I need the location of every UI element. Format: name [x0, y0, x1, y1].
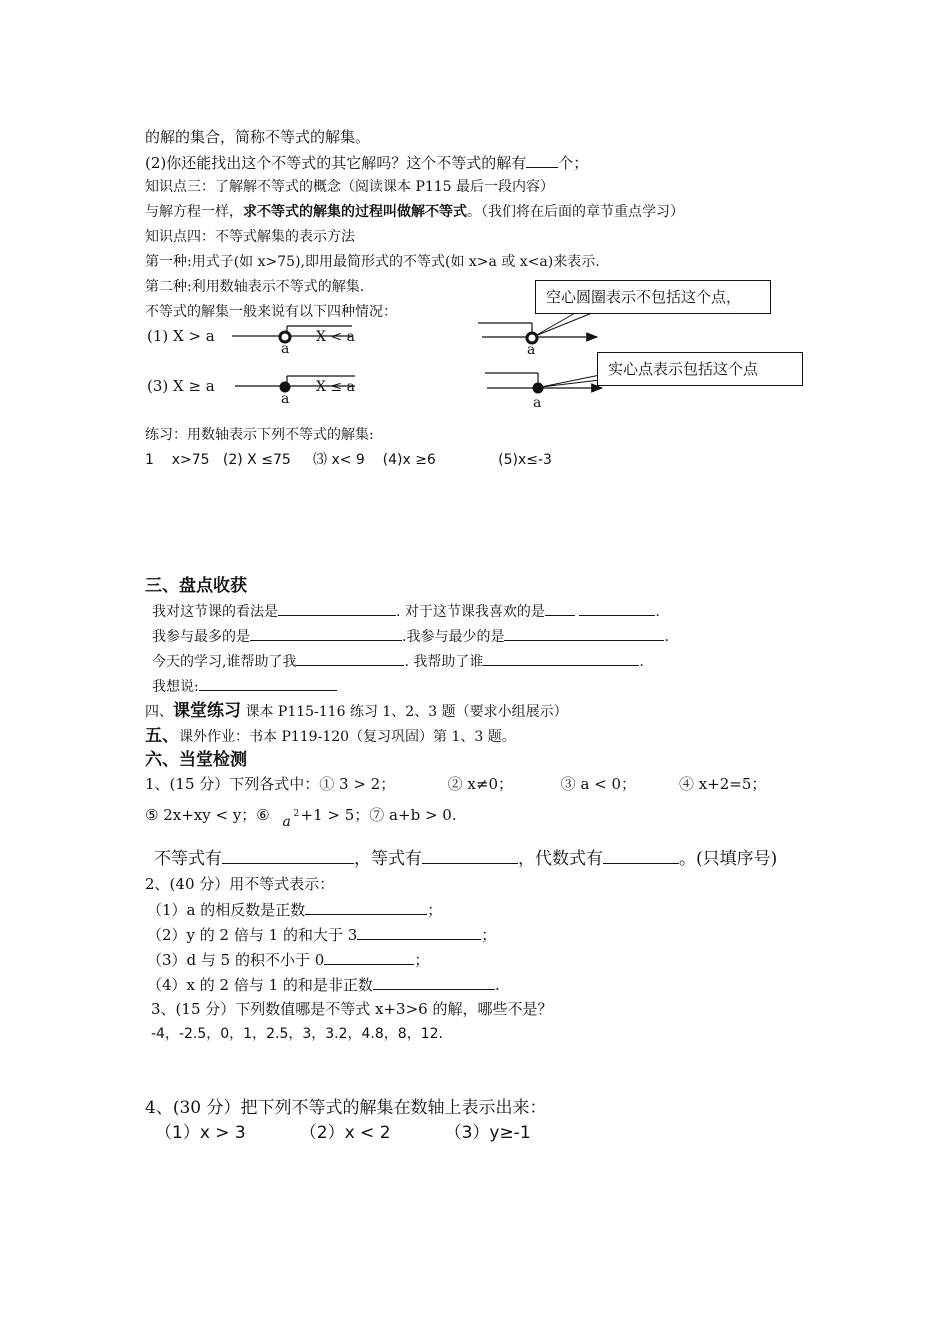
case1-label: (1) X > a [147, 327, 215, 345]
q1-line-2-start: ⑤ 2x+xy < y；⑥ [145, 806, 270, 824]
blank-helped-me[interactable] [296, 650, 404, 666]
a-squared [275, 800, 301, 830]
case2-point-label: a [527, 342, 536, 358]
method-2: 第二种:利用数轴表示不等式的解集. [145, 279, 365, 295]
kp3-body-emphasis: 求不等式的解集的过程叫做解不等式 [243, 204, 467, 220]
q2-item-3-text: （3）d 与 5 的积不小于 0 [147, 951, 325, 969]
callout-open-circle: 空心圆圈表示不包括这个点， [535, 280, 771, 314]
reflection-4: 我想说: [152, 679, 199, 695]
reflection-2b: .我参与最少的是 [402, 629, 505, 645]
case1-mid-label: X < a [316, 329, 355, 345]
section-4-title: 课堂练习 [173, 701, 241, 721]
section-4 [145, 700, 568, 722]
q4-items: （1）x > 3 （2）x < 2 （3）y≥-1 [155, 1123, 531, 1143]
case3-label: (3) X ≥ a [147, 377, 215, 395]
a-squared-base: a [282, 814, 291, 830]
intro-line-1: 的解的集合，简称不等式的解集。 [145, 128, 371, 146]
blank-inequalities[interactable] [222, 848, 354, 864]
reflection-line-1: 我对这节课的看法是 . 对于这节课我喜欢的是 . [152, 600, 660, 622]
q1-fill [154, 848, 777, 870]
blank-q2-3[interactable] [324, 949, 414, 965]
kp3-body-end: 。（我们将在后面的章节重点学习） [467, 204, 684, 220]
blank-least[interactable] [504, 625, 664, 641]
practice-items: 1 x>75 (2) X ≤75 ⑶ x< 9 (4)x ≥6 (5)x≤-3 [145, 452, 552, 468]
blank-equations[interactable] [422, 848, 518, 864]
q1-line-1: 1、(15 分）下列各式中：① 3 > 2； ② x≠0； ③ a < 0； ④ x+2=5； [145, 775, 767, 793]
q3-values: -4，-2.5，0，1，2.5，3，3.2，4.8，8，12. [151, 1026, 443, 1042]
blank-want-to-say[interactable] [199, 675, 337, 691]
blank-most[interactable] [250, 625, 402, 641]
q2-item-2: （2）y 的 2 倍与 1 的和大于 3 ； [147, 926, 497, 944]
case4-point-label: a [533, 395, 542, 411]
section-3-heading: 三、盘点收获 [145, 576, 247, 596]
blank-q2-4[interactable] [373, 974, 495, 990]
reflection-line-2: 我参与最多的是 .我参与最少的是 . [152, 625, 669, 647]
section-4-rest: 课本 P115-116 练习 1、2、3 题（要求小组展示） [241, 704, 568, 720]
q2-title: 2、(40 分）用不等式表示： [145, 875, 335, 893]
reflection-1b: . 对于这节课我喜欢的是 [396, 604, 545, 620]
blank-like-2[interactable] [579, 600, 655, 616]
blank-q2-1[interactable] [305, 899, 427, 915]
case1-point-label: a [281, 341, 290, 357]
case3-point-label: a [281, 391, 290, 407]
q1-line-2 [145, 800, 457, 830]
kp3-body-start: 与解方程一样， [145, 204, 243, 220]
section-4-prefix: 四、 [145, 704, 173, 720]
q2-item-2-text: （2）y 的 2 倍与 1 的和大于 3 [147, 926, 358, 944]
q2-item-1: （1）a 的相反数是正数 ； [147, 901, 443, 919]
reflection-line-4 [152, 675, 337, 697]
section-5-prefix: 五、 [145, 726, 179, 746]
q2-item-3: （3）d 与 5 的积不小于 0 ； [147, 951, 430, 969]
four-cases-intro: 不等式的解集一般来说有以下四种情况： [145, 304, 397, 320]
q2-item-1-text: （1）a 的相反数是正数 [147, 901, 306, 919]
case3-mid-label: X ≤ a [316, 379, 355, 395]
q1-fill-b: ，等式有 [354, 849, 422, 869]
q2-item-4-text: （4）x 的 2 倍与 1 的和是非正数 [147, 976, 373, 994]
blank-like-1[interactable] [545, 600, 575, 616]
section-5-rest: 课外作业：书本 P119-120（复习巩固）第 1、3 题。 [179, 729, 516, 745]
a-squared-exponent: 2 [293, 809, 300, 819]
knowledge-point-4: 知识点四：不等式解集的表示方法 [145, 229, 355, 245]
blank-i-helped[interactable] [483, 650, 639, 666]
method-1: 第一种:用式子(如 x>75),即用最简形式的不等式(如 x>a 或 x<a)来表示. [145, 254, 600, 270]
q1-fill-d: 。(只填序号) [679, 849, 778, 869]
blank-view[interactable] [278, 600, 396, 616]
intro-line-2-end: 个； [558, 154, 589, 172]
callout-solid-dot: 实心点表示包括这个点 [597, 352, 803, 386]
knowledge-point-3: 知识点三：了解解不等式的概念（阅读课本 P115 最后一段内容） [145, 179, 555, 195]
q1-fill-a: 不等式有 [154, 849, 222, 869]
practice-title: 练习：用数轴表示下列不等式的解集: [145, 427, 374, 443]
q1-line-2-end: +1 > 5；⑦ a+b > 0. [300, 806, 457, 824]
reflection-1a: 我对这节课的看法是 [152, 604, 278, 620]
reflection-line-3: 今天的学习,谁帮助了我 . 我帮助了谁 . [152, 650, 644, 672]
callout-open-pointer [535, 313, 592, 336]
reflection-3b: . 我帮助了谁 [404, 654, 484, 670]
callout-solid-pointer [541, 375, 600, 387]
blank-q2-2[interactable] [357, 924, 481, 940]
q3-title: 3、(15 分）下列数值哪是不等式 x+3>6 的解，哪些不是？ [151, 1000, 553, 1018]
q1-fill-c: ，代数式有 [518, 849, 603, 869]
reflection-2a: 我参与最多的是 [152, 629, 250, 645]
blank-algebraic[interactable] [603, 848, 679, 864]
intro-line-2-text: (2)你还能找出这个不等式的其它解吗？这个不等式的解有 [145, 154, 527, 172]
reflection-3a: 今天的学习,谁帮助了我 [152, 654, 297, 670]
section-6-heading: 六、当堂检测 [145, 750, 247, 770]
q4-title: 4、(30 分）把下列不等式的解集在数轴上表示出来： [145, 1098, 547, 1118]
q2-item-4: （4）x 的 2 倍与 1 的和是非正数 . [147, 976, 500, 994]
section-5 [145, 725, 516, 747]
case4-solid-point [533, 383, 544, 394]
